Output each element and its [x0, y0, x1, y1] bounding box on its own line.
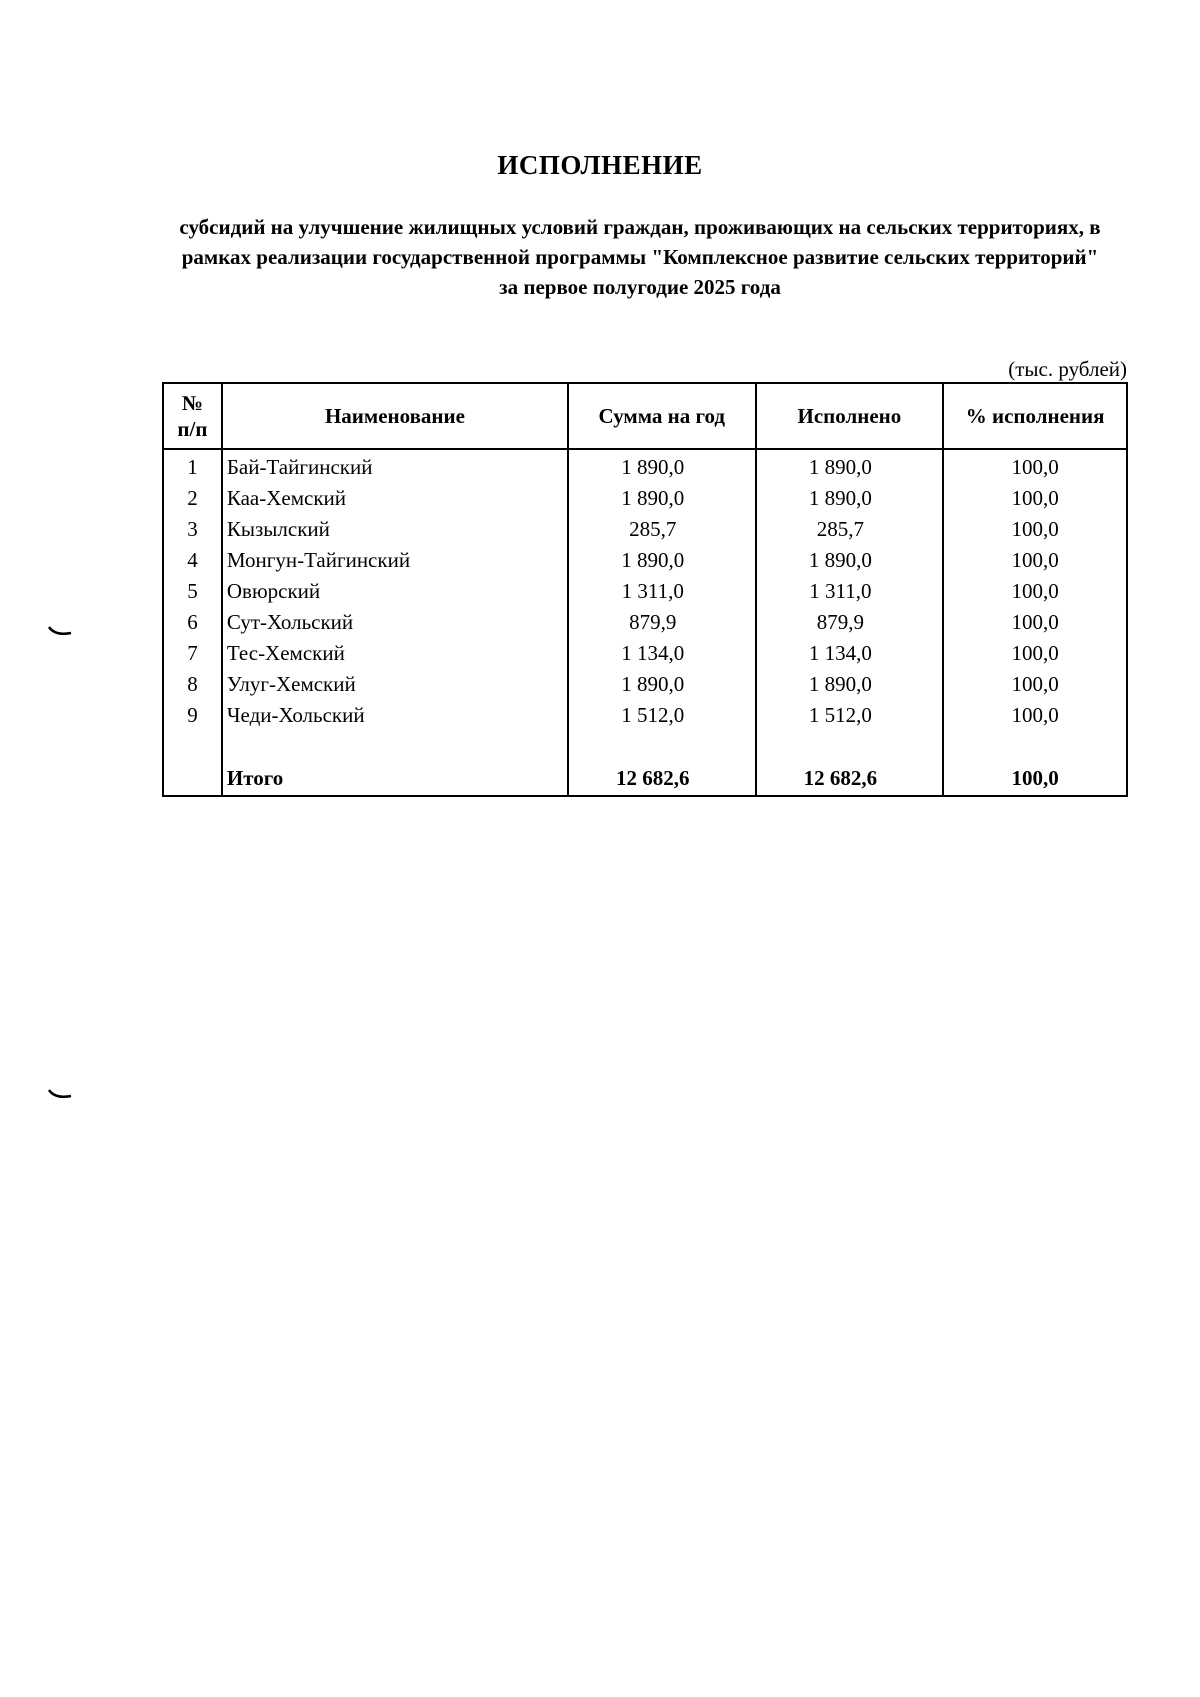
- units-note: (тыс. рублей): [1008, 357, 1127, 381]
- row-percent: 100,0: [943, 700, 1127, 731]
- table-row: [163, 576, 1127, 607]
- total-row: [163, 765, 1127, 796]
- row-annual: 1 512,0: [568, 700, 756, 731]
- header-num: № п/п: [163, 383, 222, 449]
- row-executed: 1 311,0: [756, 576, 944, 607]
- table-row: [163, 483, 1127, 514]
- row-name: Улуг-Хемский: [222, 669, 568, 700]
- document-title: ИСПОЛНЕНИЕ: [497, 150, 703, 180]
- row-percent: 100,0: [943, 514, 1127, 545]
- row-num: 6: [163, 607, 222, 638]
- header-executed: Исполнено: [756, 383, 944, 449]
- row-num: 4: [163, 545, 222, 576]
- row-executed: 1 890,0: [756, 449, 944, 483]
- row-annual: 1 890,0: [568, 449, 756, 483]
- row-num: 3: [163, 514, 222, 545]
- header-name: Наименование: [222, 383, 568, 449]
- row-annual: 879,9: [568, 607, 756, 638]
- row-executed: 1 890,0: [756, 545, 944, 576]
- total-percent: 100,0: [943, 765, 1127, 796]
- row-percent: 100,0: [943, 545, 1127, 576]
- execution-table: [162, 382, 1128, 797]
- total-label: Итого: [222, 765, 568, 796]
- table-row: [163, 514, 1127, 545]
- row-annual: 285,7: [568, 514, 756, 545]
- row-percent: 100,0: [943, 576, 1127, 607]
- row-num: 7: [163, 638, 222, 669]
- row-executed: 879,9: [756, 607, 944, 638]
- row-num: 8: [163, 669, 222, 700]
- row-annual: 1 134,0: [568, 638, 756, 669]
- row-annual: 1 890,0: [568, 669, 756, 700]
- header-annual: Сумма на год: [568, 383, 756, 449]
- table-row: [163, 545, 1127, 576]
- row-name: Овюрский: [222, 576, 568, 607]
- row-name: Тес-Хемский: [222, 638, 568, 669]
- row-executed: 1 890,0: [756, 669, 944, 700]
- row-percent: 100,0: [943, 638, 1127, 669]
- scan-mark: [47, 1088, 73, 1100]
- header-percent: % исполнения: [943, 383, 1127, 449]
- table-header-row: [163, 383, 1127, 449]
- row-annual: 1 311,0: [568, 576, 756, 607]
- table-body: [163, 449, 1127, 796]
- row-name: Сут-Хольский: [222, 607, 568, 638]
- row-executed: 1 890,0: [756, 483, 944, 514]
- spacer-row: [163, 731, 1127, 765]
- table-row: [163, 700, 1127, 731]
- row-num: 9: [163, 700, 222, 731]
- row-annual: 1 890,0: [568, 545, 756, 576]
- row-executed: 1 512,0: [756, 700, 944, 731]
- total-executed: 12 682,6: [756, 765, 944, 796]
- row-name: Чеди-Хольский: [222, 700, 568, 731]
- scan-mark: [47, 625, 73, 637]
- row-num: 1: [163, 449, 222, 483]
- table-row: [163, 449, 1127, 483]
- row-num: 5: [163, 576, 222, 607]
- row-name: Кызылский: [222, 514, 568, 545]
- row-name: Бай-Тайгинский: [222, 449, 568, 483]
- row-percent: 100,0: [943, 483, 1127, 514]
- table-row: [163, 669, 1127, 700]
- row-num: 2: [163, 483, 222, 514]
- row-percent: 100,0: [943, 669, 1127, 700]
- row-percent: 100,0: [943, 607, 1127, 638]
- total-annual: 12 682,6: [568, 765, 756, 796]
- table-row: [163, 638, 1127, 669]
- row-executed: 1 134,0: [756, 638, 944, 669]
- row-annual: 1 890,0: [568, 483, 756, 514]
- table-row: [163, 607, 1127, 638]
- row-name: Каа-Хемский: [222, 483, 568, 514]
- row-name: Монгун-Тайгинский: [222, 545, 568, 576]
- row-executed: 285,7: [756, 514, 944, 545]
- row-percent: 100,0: [943, 449, 1127, 483]
- document-subtitle: субсидий на улучшение жилищных условий граждан, проживающих на сельских территориях, в рамках реализации государственной программы "Комплексное развитие сельских территорий" за первое полугодие 2025 года: [179, 215, 1101, 299]
